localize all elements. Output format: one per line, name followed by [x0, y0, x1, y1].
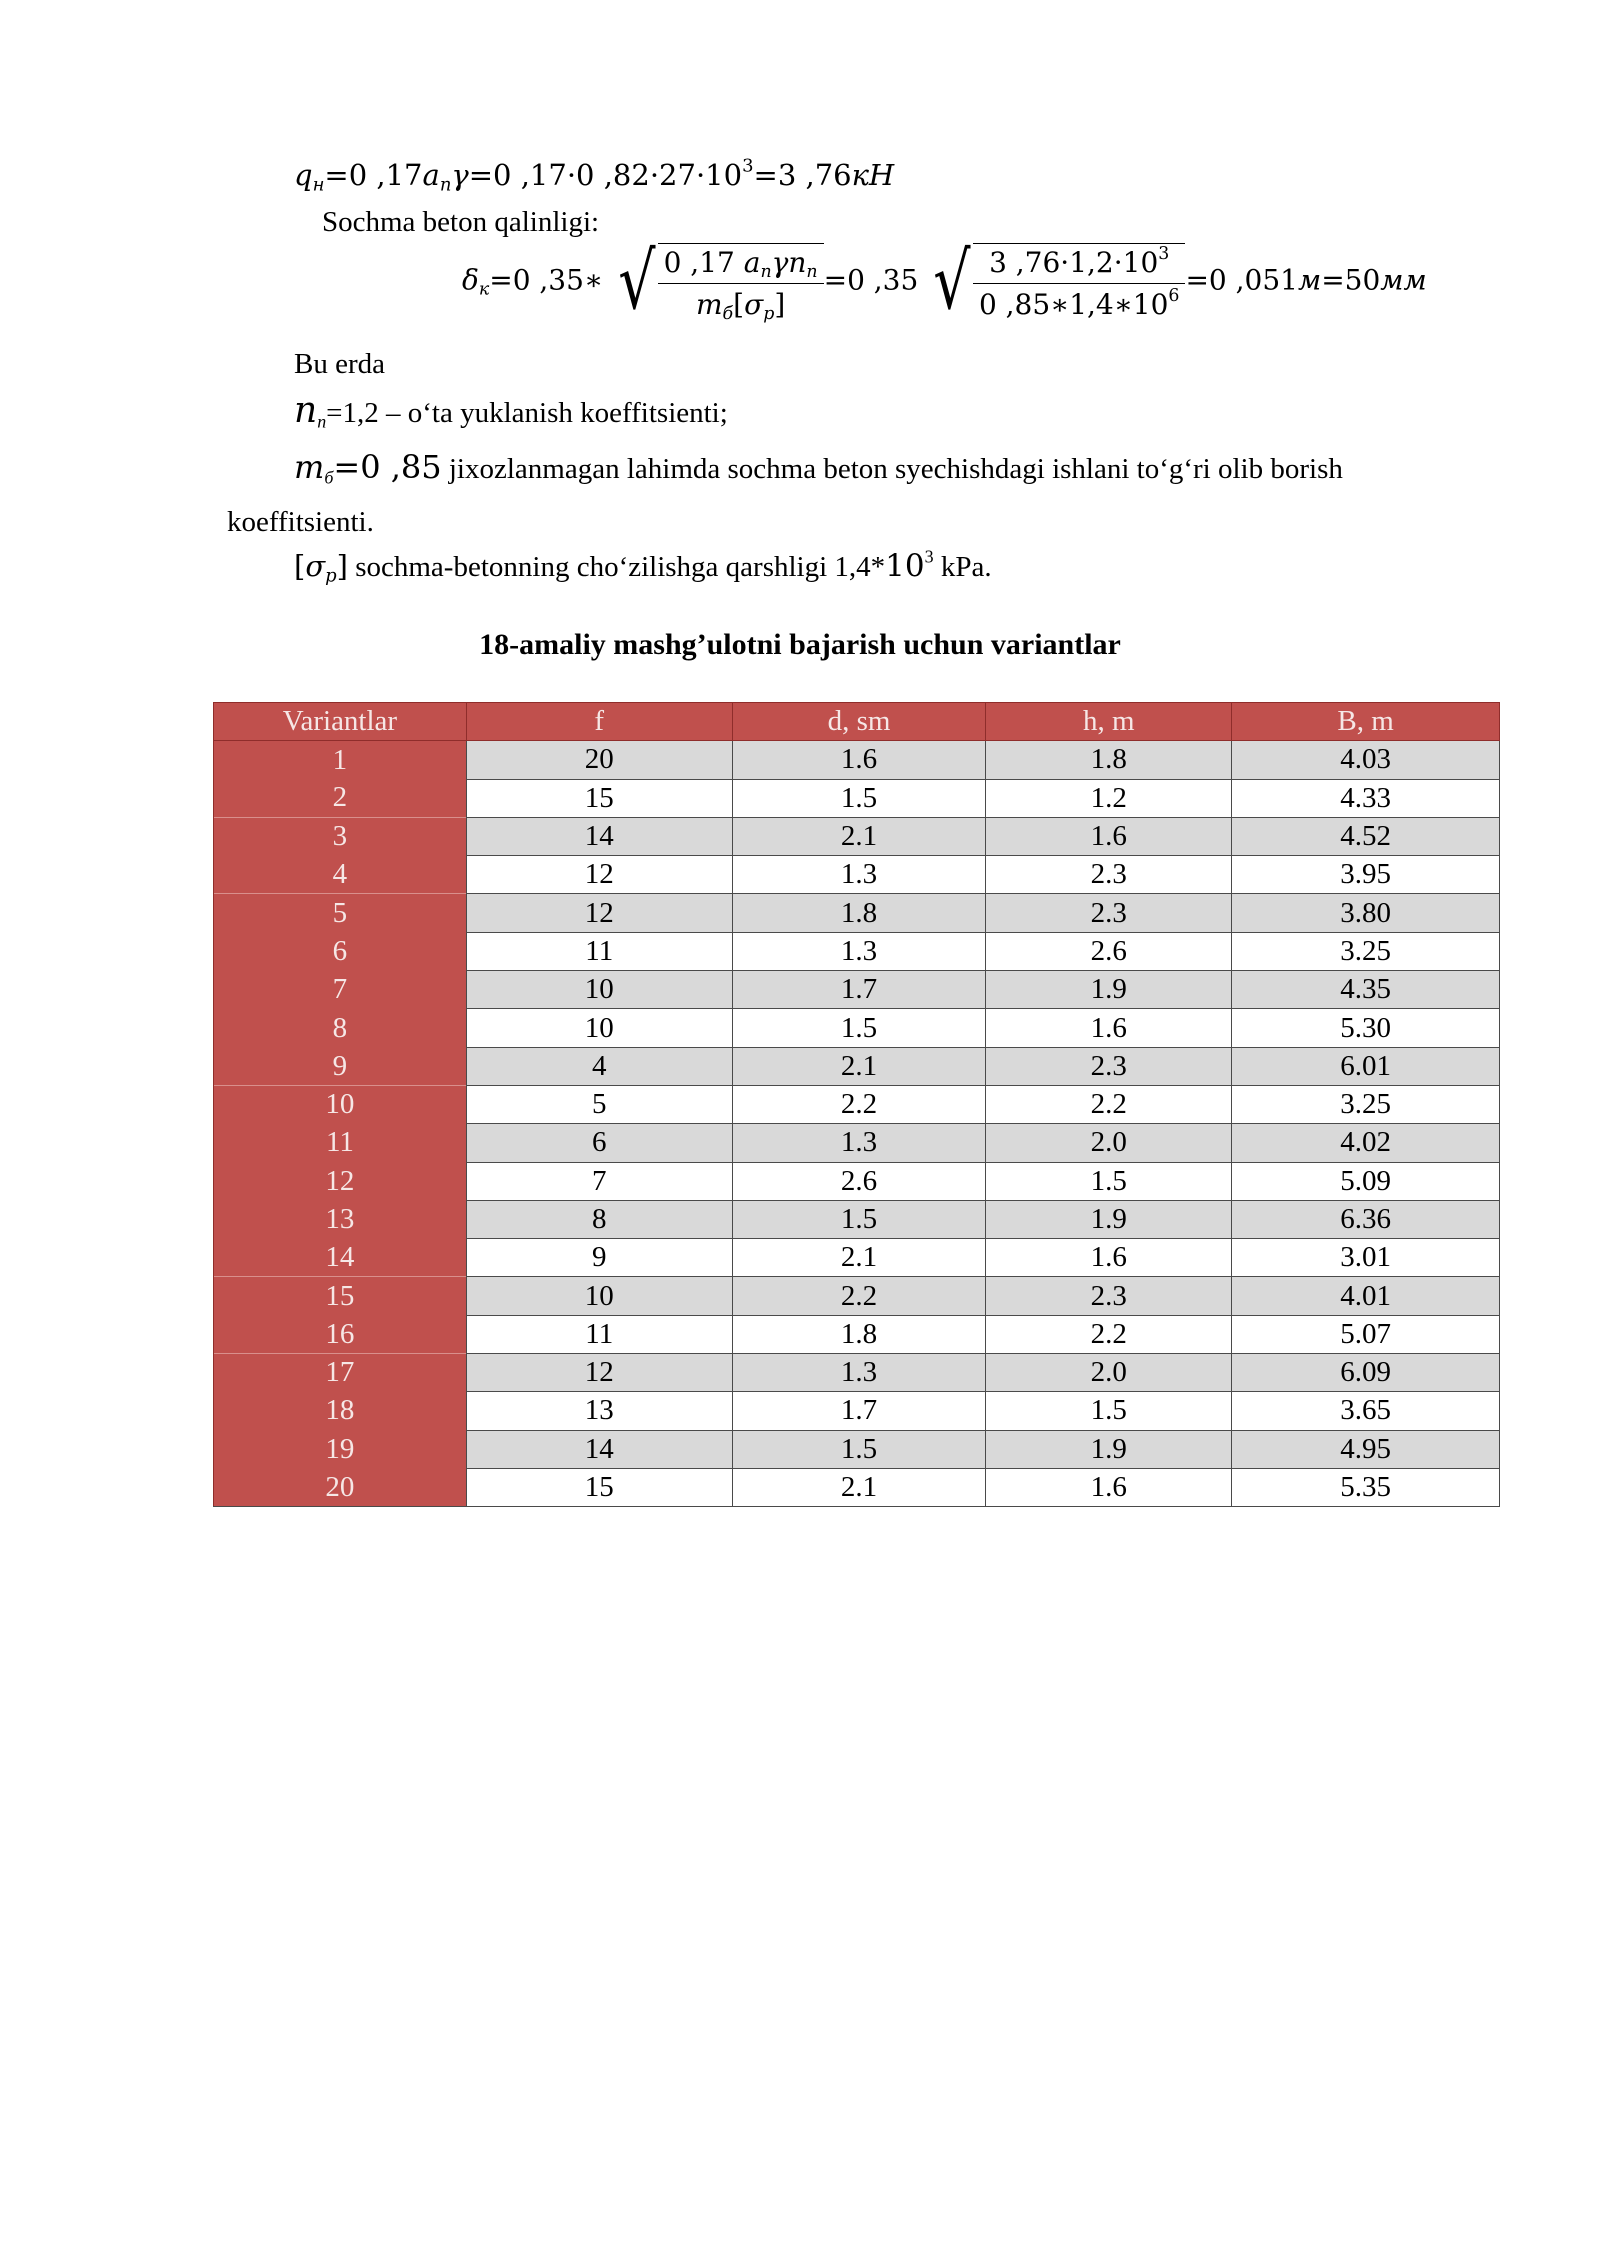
f-cell: 11: [466, 932, 732, 970]
definition-sigma-power: 10: [885, 548, 925, 584]
header-b: B, m: [1232, 703, 1500, 741]
definition-sigma-symbol: σ: [305, 549, 326, 583]
f-cell: 12: [466, 856, 732, 894]
table-row: [214, 1430, 1500, 1468]
f-cell: 10: [466, 1009, 732, 1047]
h-cell: 2.3: [986, 1047, 1232, 1085]
definition-m-text: jixozlanmagan lahimda sochma beton syechishdagi ishlani to‘g‘ri olib borish: [441, 453, 1343, 485]
d-cell: 2.1: [732, 1239, 986, 1277]
table-row: [214, 1354, 1500, 1392]
d-cell: 1.8: [732, 894, 986, 932]
radical-sign-icon: √: [618, 237, 656, 327]
b-cell: 6.01: [1232, 1047, 1500, 1085]
h-cell: 1.6: [986, 1239, 1232, 1277]
table-row: [214, 1085, 1500, 1123]
table-row: [214, 932, 1500, 970]
formula-q-result: =3 ,76: [753, 158, 852, 192]
h-cell: 1.6: [986, 817, 1232, 855]
variant-number-cell: 17: [214, 1354, 467, 1392]
formula-q-subscript: н: [312, 174, 325, 196]
b-cell: 4.52: [1232, 817, 1500, 855]
d-cell: 1.3: [732, 932, 986, 970]
table-row: [214, 1392, 1500, 1430]
d-cell: 1.5: [732, 779, 986, 817]
formula-q-a: a: [422, 158, 440, 192]
d-cell: 1.7: [732, 971, 986, 1009]
f-cell: 15: [466, 779, 732, 817]
variant-number-cell: 6: [214, 932, 467, 970]
variant-number-cell: 4: [214, 856, 467, 894]
d-cell: 2.1: [732, 817, 986, 855]
b-cell: 4.33: [1232, 779, 1500, 817]
b-cell: 3.25: [1232, 932, 1500, 970]
b-cell: 6.36: [1232, 1200, 1500, 1238]
header-d: d, sm: [732, 703, 986, 741]
variant-number-cell: 7: [214, 971, 467, 1009]
table-row: [214, 1277, 1500, 1315]
f-cell: 9: [466, 1239, 732, 1277]
variant-number-cell: 2: [214, 779, 467, 817]
d-cell: 1.7: [732, 1392, 986, 1430]
fraction-2-numerator: 3 ,76·1,2·10: [989, 246, 1159, 279]
formula-q: [294, 155, 895, 196]
f-cell: 20: [466, 741, 732, 779]
definition-n-text: =1,2 – o‘ta yuklanish koeffitsienti;: [326, 397, 728, 429]
f-cell: 10: [466, 1277, 732, 1315]
h-cell: 2.2: [986, 1315, 1232, 1353]
d-cell: 2.1: [732, 1047, 986, 1085]
formula-delta-subscript: к: [478, 279, 490, 300]
table-title: 18-amaliy mashg’ulotni bajarish uchun variantlar: [479, 628, 1121, 661]
definition-m-continued: koeffitsienti.: [227, 506, 374, 538]
definition-sigma-text: sochma-betonning cho‘zilishga qarshligi 1,4*: [347, 551, 886, 583]
f-cell: 12: [466, 1354, 732, 1392]
formula-q-symbol: q: [294, 158, 313, 192]
definition-n: [294, 390, 728, 431]
definition-n-symbol: n: [294, 390, 318, 431]
b-cell: 5.35: [1232, 1468, 1500, 1506]
formula-delta-symbol: δ: [462, 263, 479, 297]
variant-number-cell: 8: [214, 1009, 467, 1047]
sqrt-1: [612, 237, 824, 327]
f-cell: 5: [466, 1085, 732, 1123]
fraction-2-denominator: 0 ,85∗1,4∗10: [978, 288, 1169, 321]
variant-number-cell: 14: [214, 1239, 467, 1277]
variant-number-cell: 12: [214, 1162, 467, 1200]
table-row: [214, 817, 1500, 855]
thickness-heading: Sochma beton qalinligi:: [322, 206, 600, 238]
variant-number-cell: 3: [214, 817, 467, 855]
fraction-1-den-sigma: σ: [744, 288, 764, 321]
header-h: h, m: [986, 703, 1232, 741]
variant-number-cell: 15: [214, 1277, 467, 1315]
b-cell: 3.25: [1232, 1085, 1500, 1123]
d-cell: 2.1: [732, 1468, 986, 1506]
variant-number-cell: 18: [214, 1392, 467, 1430]
f-cell: 14: [466, 817, 732, 855]
variant-number-cell: 5: [214, 894, 467, 932]
table-row: [214, 1468, 1500, 1506]
table-row: [214, 1124, 1500, 1162]
definition-sigma-unit: kPa.: [933, 551, 992, 583]
h-cell: 2.0: [986, 1354, 1232, 1392]
b-cell: 3.65: [1232, 1392, 1500, 1430]
d-cell: 1.5: [732, 1200, 986, 1238]
f-cell: 13: [466, 1392, 732, 1430]
f-cell: 12: [466, 894, 732, 932]
formula-delta-unit-mm: мм: [1380, 263, 1427, 297]
definition-sigma: [294, 546, 992, 587]
fraction-1-den-m-sub: б: [722, 304, 734, 325]
d-cell: 1.3: [732, 856, 986, 894]
fraction-2-num-exp: 3: [1158, 243, 1170, 264]
fraction-1-den-sigma-sub: р: [763, 304, 775, 325]
variant-number-cell: 1: [214, 741, 467, 779]
table-header-row: [214, 703, 1500, 741]
table-row: [214, 1162, 1500, 1200]
variant-number-cell: 16: [214, 1315, 467, 1353]
definition-sigma-subscript: р: [325, 565, 337, 587]
header-variantlar: Variantlar: [214, 703, 467, 741]
table-row: [214, 1047, 1500, 1085]
formula-q-unit: кН: [851, 158, 895, 192]
d-cell: 1.5: [732, 1430, 986, 1468]
d-cell: 2.2: [732, 1277, 986, 1315]
definition-sigma-exponent: 3: [924, 546, 934, 567]
d-cell: 2.2: [732, 1085, 986, 1123]
h-cell: 1.8: [986, 741, 1232, 779]
fraction-1-num-gamma-n: γn: [771, 246, 807, 279]
fraction-1-num-a-sub: п: [760, 262, 772, 283]
f-cell: 11: [466, 1315, 732, 1353]
formula-delta-result: =0 ,051: [1185, 263, 1298, 297]
fraction-2: [973, 243, 1186, 321]
variant-number-cell: 11: [214, 1124, 467, 1162]
table-body: [214, 741, 1500, 1507]
f-cell: 10: [466, 971, 732, 1009]
d-cell: 1.8: [732, 1315, 986, 1353]
h-cell: 1.9: [986, 1200, 1232, 1238]
formula-q-product: =0 ,17·0 ,82·27·10: [468, 158, 743, 192]
h-cell: 1.5: [986, 1162, 1232, 1200]
f-cell: 14: [466, 1430, 732, 1468]
where-label: Bu erda: [294, 348, 385, 380]
fraction-1-den-m: m: [695, 288, 723, 321]
definition-m-subscript: б: [324, 467, 334, 488]
h-cell: 1.5: [986, 1392, 1232, 1430]
f-cell: 6: [466, 1124, 732, 1162]
f-cell: 7: [466, 1162, 732, 1200]
formula-q-a-sub: п: [439, 174, 452, 196]
formula-q-coef: =0 ,17: [324, 158, 423, 192]
sqrt-2: [927, 237, 1185, 327]
h-cell: 2.3: [986, 894, 1232, 932]
formula-q-exponent: 3: [742, 155, 754, 177]
variant-number-cell: 13: [214, 1200, 467, 1238]
b-cell: 4.02: [1232, 1124, 1500, 1162]
formula-delta-coef: =0 ,35∗: [489, 263, 603, 297]
fraction-1-num-a: a: [743, 246, 761, 279]
header-f: f: [466, 703, 732, 741]
h-cell: 1.6: [986, 1009, 1232, 1047]
fraction-2-den-exp: 6: [1168, 285, 1180, 306]
h-cell: 2.2: [986, 1085, 1232, 1123]
table-row: [214, 1009, 1500, 1047]
h-cell: 1.9: [986, 1430, 1232, 1468]
b-cell: 4.03: [1232, 741, 1500, 779]
formula-q-gamma: γ: [451, 158, 469, 192]
b-cell: 6.09: [1232, 1354, 1500, 1392]
h-cell: 1.6: [986, 1468, 1232, 1506]
d-cell: 1.5: [732, 1009, 986, 1047]
table-row: [214, 971, 1500, 1009]
d-cell: 2.6: [732, 1162, 986, 1200]
definition-m: [294, 448, 1343, 486]
table-row: [214, 856, 1500, 894]
variant-number-cell: 20: [214, 1468, 467, 1506]
h-cell: 2.3: [986, 856, 1232, 894]
table-row: [214, 894, 1500, 932]
table-row: [214, 1239, 1500, 1277]
fraction-1-num-coef: 0 ,17: [663, 246, 735, 279]
b-cell: 3.01: [1232, 1239, 1500, 1277]
definition-m-value: =0 ,85: [333, 448, 442, 486]
h-cell: 2.0: [986, 1124, 1232, 1162]
b-cell: 4.01: [1232, 1277, 1500, 1315]
d-cell: 1.3: [732, 1124, 986, 1162]
definition-n-subscript: п: [317, 411, 327, 432]
variant-number-cell: 10: [214, 1085, 467, 1123]
b-cell: 4.35: [1232, 971, 1500, 1009]
formula-delta-unit-m: м: [1297, 263, 1322, 297]
f-cell: 8: [466, 1200, 732, 1238]
f-cell: 15: [466, 1468, 732, 1506]
b-cell: 3.95: [1232, 856, 1500, 894]
h-cell: 2.3: [986, 1277, 1232, 1315]
b-cell: 5.09: [1232, 1162, 1500, 1200]
fraction-1-num-n-sub: п: [806, 262, 818, 283]
d-cell: 1.6: [732, 741, 986, 779]
definition-sigma-bracket: $[\sigma_р]$: [294, 549, 348, 587]
b-cell: 5.30: [1232, 1009, 1500, 1047]
b-cell: 4.95: [1232, 1430, 1500, 1468]
b-cell: 5.07: [1232, 1315, 1500, 1353]
d-cell: 1.3: [732, 1354, 986, 1392]
fraction-1: $\frac{0 ,17 a_п\gamma n_п}{m_б[\sigma_р]}$: [658, 246, 824, 321]
radical-sign-icon: √: [933, 237, 971, 327]
table-row: [214, 1315, 1500, 1353]
table-row: [214, 1200, 1500, 1238]
formula-delta-coef2: =0 ,35: [823, 263, 919, 297]
formula-delta-result-mm: =50: [1321, 263, 1381, 297]
definition-m-symbol: m: [294, 448, 325, 486]
f-cell: 4: [466, 1047, 732, 1085]
b-cell: 3.80: [1232, 894, 1500, 932]
h-cell: 2.6: [986, 932, 1232, 970]
variants-table: [213, 702, 1500, 1507]
h-cell: 1.9: [986, 971, 1232, 1009]
formula-delta: [462, 237, 1427, 327]
variant-number-cell: 19: [214, 1430, 467, 1468]
table-row: [214, 779, 1500, 817]
variant-number-cell: 9: [214, 1047, 467, 1085]
table-row: [214, 741, 1500, 779]
h-cell: 1.2: [986, 779, 1232, 817]
